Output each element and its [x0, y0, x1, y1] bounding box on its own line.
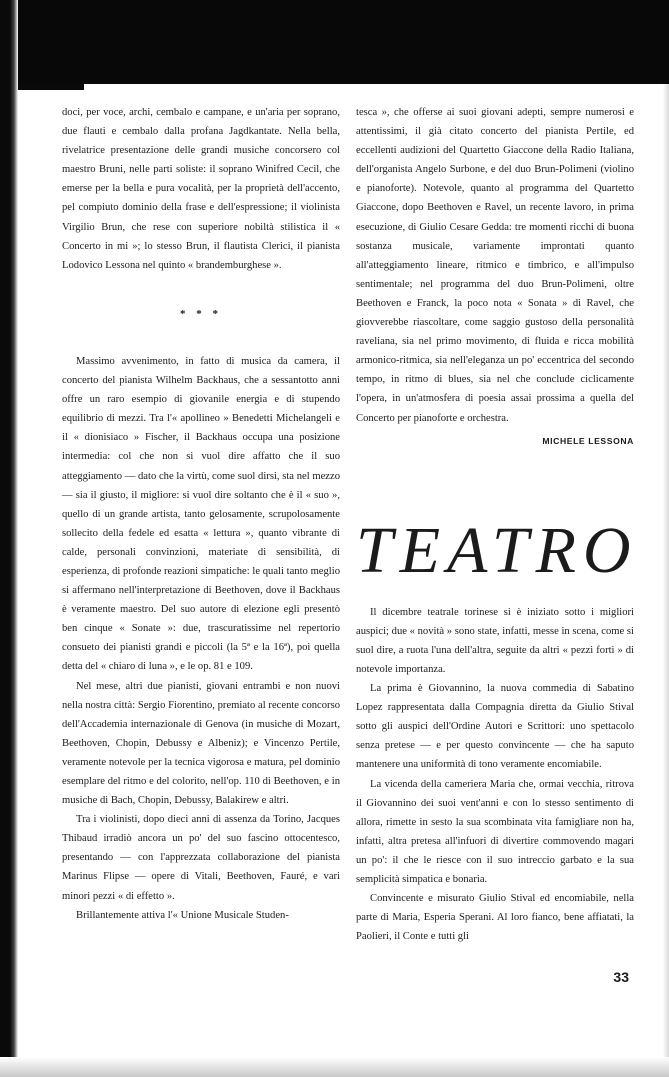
paragraph: Il dicembre teatrale torinese si è iniziato sotto i migliori auspici; due « novità » sono state, infatti, messe in scena, come si suol dire, a ruota l'una dell'altra, seguite da altri « pezzi forti » di notevole importanza. [356, 606, 634, 675]
scan-border-top [0, 0, 669, 84]
paragraph: La prima è Giovannino, la nuova commedia di Sabatino Lopez rappresentata dalla Compagnia diretta da Giulio Stival sotto gli auspici dell'Ordine Autori e Scrittori: uno spettacolo senza pretese — e per questo convincente — che ha saputo mantenere una uniformità di tono veramente encomiabile. [356, 683, 634, 771]
section-title: TEATRO [356, 513, 638, 587]
paragraph: La vicenda della cameriera Maria che, ormai vecchia, ritrova il Giovannino dei suoi vent'anni e con lo stesso sentimento di allora, rimette in sesto la sua scombinata vita famigliare non ha, infatti, altra pretesa all'infuori di divertire commovendo magari un po': il che le riesce con il suo intreccio garbato e la sua semplicità simpatica e bonaria. [356, 778, 634, 885]
scan-border-corner [18, 84, 84, 90]
author-signature: MICHELE LESSONA [542, 435, 634, 446]
paragraph: Massimo avvenimento, in fatto di musica da camera, il concerto del pianista Wilhelm Backhaus, che a sessantotto anni offre un raro esempio di giovanile energia e di stupendo equilibrio di mezzi. Tra l'« apollineo » Benedetti Michelangeli e il « dionisiaco » Fischer, il Backhaus occupa una posizione intermedia: col che non si vuol dire affatto che il suo atteggiamento — dato che la virtù, come suol dirsi, sta nel mezzo — sia il giusto, il migliore: si vuol dire soltanto che è il « suo », quello di un grande artista, tanto gelosamente, scrupolosamente sollecito della fedele ed esatta « lettura », quanto vibrante di calde, personali convinzioni, materiate di sensibilità, di esperienza, di profonde reazioni simpatiche: le quali tanto meglio si affermano nell'interpretazione di Beethoven, dove il Backhaus è veramente maestro. Del suo autore di elezione egli presentò ben cinque « Sonate »: due, trascuratissime nel repertorio consueto dei pianisti grandi e piccoli (la 5ª e la 16ª), poi quella detta del « chiaro di luna », e le op. 81 e 109. [62, 355, 340, 673]
scan-border-left [0, 0, 18, 1077]
paragraph: Convincente e misurato Giulio Stival ed encomiabile, nella parte di Maria, Esperia Sperani. Al loro fianco, bene affiatati, la Paolieri, il Conte e tutti gli [356, 893, 634, 943]
scan-border-right [663, 84, 669, 1077]
paragraph: Brillantemente attiva l'« Unione Musicale Studen- [76, 909, 289, 921]
paragraph: doci, per voce, archi, cembalo e campane, e un'aria per soprano, due flauti e cembalo dalla profana Jagdkantate. Nella bella, rivelatrice presentazione delle grandi musiche concorsero col maestro Bruni, nelle parti soliste: il soprano Winifred Cecil, che emerse per la bella e pura vocalità, per la proprietà dell'accento, pel compiuto dominio della frase e dell'espressione; il violinista Virgilio Brun, che rese con superiore nobiltà stilistica il « Concerto in mi »; lo stesso Brun, il flautista Clerici, il pianista Lodovico Lessona nel quinto « brandemburghese ». [62, 107, 340, 271]
paragraph: Nel mese, altri due pianisti, giovani entrambi e non nuovi nella nostra città: Sergio Fiorentino, premiato al recente concorso dell'Accademia internazionale di Genova (in musiche di Mozart, Beethoven, Chopin, Debussy e Albeniz); e Vincenzo Pertile, veramente notevole per la tecnica vigorosa e matura, pel dominio esemplare del ritmo e del colorito, nell'op. 110 di Beethoven, e in musiche di Bach, Chopin, Debussy, Balakirew e altri. [62, 680, 340, 807]
page-number: 33 [613, 969, 629, 985]
paragraph: tesca », che offerse ai suoi giovani adepti, sempre numerosi e attentissimi, il già citato concerto del pianista Pertile, ed eccellenti audizioni del Quartetto Giaccone della Radio Italiana, dell'organista Angelo Surbone, e del duo Brun-Polimeni (violino e pianoforte). Notevole, quanto al programma del Quartetto Giaccone, dopo Beethoven e Ravel, un recente lavoro, in prima esecuzione, di Giulio Cesare Gedda: tre momenti ricchi di buona sostanza musicale, variamente improntati quanto all'atteggiamento lineare, ritmico e timbrico, e all'impulso sentimentale; nel programma del duo Brun-Polimeni, oltre Beethoven e Franck, la poco nota « Sonata » di Ravel, che giovverebbe riascoltare, come saggio gustoso della personalità raveliana, sia nel primo movimento, di fluida e ricca mobilità armonico-ritmica, sia nell'eleganza un po' eccentrica del secondo tempo, in ritmo di blues, sia nel che conclude ciclicamente l'opera, in un'atmosfera di poesia assai prossima a quella del Concerto per pianoforte e orchestra. [356, 107, 634, 424]
right-column [356, 103, 638, 946]
scan-border-bottom [0, 1057, 669, 1077]
left-column [62, 103, 340, 925]
section-separator: * * * [180, 307, 222, 320]
paragraph: Tra i violinisti, dopo dieci anni di assenza da Torino, Jacques Thibaud irradiò ancora un po' del suo fascino ottocentesco, presentando — con l'apprezzata collaborazione del pianista Marinus Flipse — opere di Vitali, Beethoven, Fauré, e vari minori pezzi « di effetto ». [62, 814, 340, 902]
